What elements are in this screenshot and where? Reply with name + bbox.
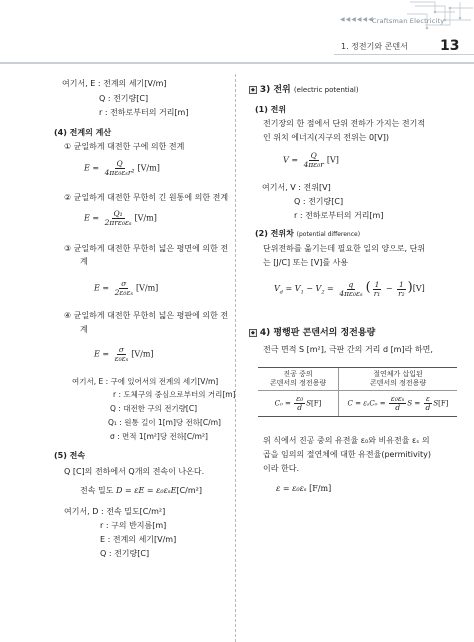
list-item: ② 균일하게 대전한 무한히 긴 원통에 의한 전계: [64, 193, 229, 202]
formula-potential: V = $\frac{Q}{\text{4πε₀r}}$ [V]: [283, 151, 339, 169]
list-item-cont: 계: [80, 257, 88, 266]
table-header: 진공 중의 콘덴서의 정전용량: [258, 368, 339, 391]
table-cell: C = εₛC₀ = $\frac{\text{ε₀εₛ}}{d}$ S = $\frac{\varepsilon}{d}$ S[F]: [339, 391, 458, 417]
sub-title-en: (potential difference): [296, 231, 361, 238]
chapter-title: 1. 정전기와 콘덴서: [341, 42, 408, 51]
paragraph-line: 단위전하를 옮기는데 필요한 일의 양으로, 단위: [263, 244, 426, 253]
section-heading: (5) 전속: [54, 451, 86, 460]
definition-line: r : 전하로부터의 거리[m]: [99, 108, 189, 117]
series-title: Craftsman Electricity: [372, 17, 445, 25]
definition-line: r : 도체구의 중심으로부터의 거리[m]: [113, 390, 236, 399]
formula-plate-field: E = $\frac{\sigma}{\text{ε₀εₛ}}$ [V/m]: [94, 345, 154, 363]
arrow-decoration-icon: ◀◀◀◀◀◀: [340, 16, 374, 23]
section-heading: (4) 전계의 계산: [54, 128, 112, 137]
definition-line: σ : 면적 1[m²]당 전하[C/m²]: [110, 432, 208, 441]
formula-label: 전속 밀도: [80, 486, 114, 495]
paragraph-line: 전기장의 한 점에서 단위 전하가 가지는 전기적: [263, 119, 426, 128]
definition-line: 여기서, D : 전속 밀도[C/m²]: [64, 507, 166, 516]
paragraph-line: 곱을 임의의 절연체에 대한 유전율(permitivity): [263, 450, 431, 459]
section-title-en: (electric potential): [293, 86, 359, 94]
definition-line: r : 구의 반지름[m]: [100, 521, 167, 530]
definition-line: E : 전계의 세기[V/m]: [100, 535, 177, 544]
section-heading: [249, 325, 375, 338]
table-header: 절연체가 삽입된 콘덴서의 정전용량: [339, 368, 458, 391]
definition-line: Q : 대전한 구의 전기량[C]: [110, 404, 198, 413]
definition-line: 여기서, E : 전계의 세기[V/m]: [62, 79, 167, 88]
paragraph-line: 위 식에서 진공 중의 유전율 ε₀와 비유전율 εₛ 의: [263, 436, 430, 445]
paragraph-line: 인 위치 에너지(지구의 전위는 0[V]): [263, 133, 389, 142]
section-title: 4) 평행판 콘덴서의 정전용량: [259, 328, 376, 338]
definition-line: r : 전하로부터의 거리[m]: [294, 211, 384, 220]
definition-line: Q : 전기량[C]: [100, 549, 150, 558]
page-number: 13: [440, 38, 460, 54]
header-rule: [0, 62, 474, 64]
column-divider: [235, 74, 236, 642]
list-item: ③ 균일하게 대전한 무한히 넓은 평면에 의한 전: [64, 244, 229, 253]
list-item: ① 균일하게 대전한 구에 의한 전계: [64, 142, 185, 151]
section-title: 3) 전위: [259, 85, 291, 95]
sub-heading: [255, 228, 360, 239]
section-heading: [249, 82, 359, 95]
paragraph-line: 는 [J/C] 또는 [V]를 사용: [263, 258, 349, 267]
list-item: ④ 균일하게 대전한 무한히 넓은 평판에 의한 전: [64, 311, 229, 320]
capacitance-table: [258, 367, 457, 417]
definition-line: Q₁ : 원통 길이 1[m]당 전하[C/m]: [108, 418, 221, 427]
paragraph-line: 이라 한다.: [263, 464, 299, 473]
definition-line: Q : 전기량[C]: [294, 197, 344, 206]
paragraph-line: 전극 면적 S [m²], 극판 간의 거리 d [m]라 하면,: [263, 345, 433, 354]
flux-density-formula: 전속 밀도 D = εE = ε₀εₛE[C/m²]: [80, 486, 202, 495]
formula-permittivity: ε = ε₀εₛ [F/m]: [276, 484, 332, 493]
sub-title: (2) 전위차: [255, 229, 294, 238]
list-item-cont: 계: [80, 325, 88, 334]
formula-plane-field: E = $\frac{\sigma}{\text{2ε₀εₛ}}$ [V/m]: [94, 279, 159, 297]
formula-sphere-field: E = $\frac{Q}{\text{4πε₀εₛr²}}$ [V/m]: [84, 159, 160, 177]
formula-potential-difference: $V_d = V_1 - V_2$ = $\frac{q}{\text{4πε₀εₛ}}$ ( $\frac{1}{\text{r₁}}$ − $\frac{1}{\text{r₂}}$ )[V]: [274, 279, 425, 298]
circuit-decoration-icon: [405, 0, 474, 30]
header-divider: [334, 54, 474, 55]
formula-cylinder-field: E = $\frac{\text{Q₁}}{\text{2πrε₀εₛ}}$ [V/m]: [84, 209, 157, 227]
table-cell: C₀ = $\frac{\text{ε₀}}{d}$ S[F]: [258, 391, 339, 417]
point-badge-icon: ◆: [251, 329, 255, 336]
definition-line: Q : 전기량[C]: [99, 94, 149, 103]
definition-line: 여기서, V : 전위[V]: [262, 183, 331, 192]
point-badge-icon: ◆: [251, 86, 255, 93]
sub-heading: (1) 전위: [255, 105, 287, 114]
paragraph-line: Q [C]의 전하에서 Q개의 전속이 나온다.: [64, 467, 205, 476]
definition-line: 여기서, E : 구에 있어서의 전계의 세기[V/m]: [72, 377, 219, 386]
page-header: [0, 0, 474, 68]
